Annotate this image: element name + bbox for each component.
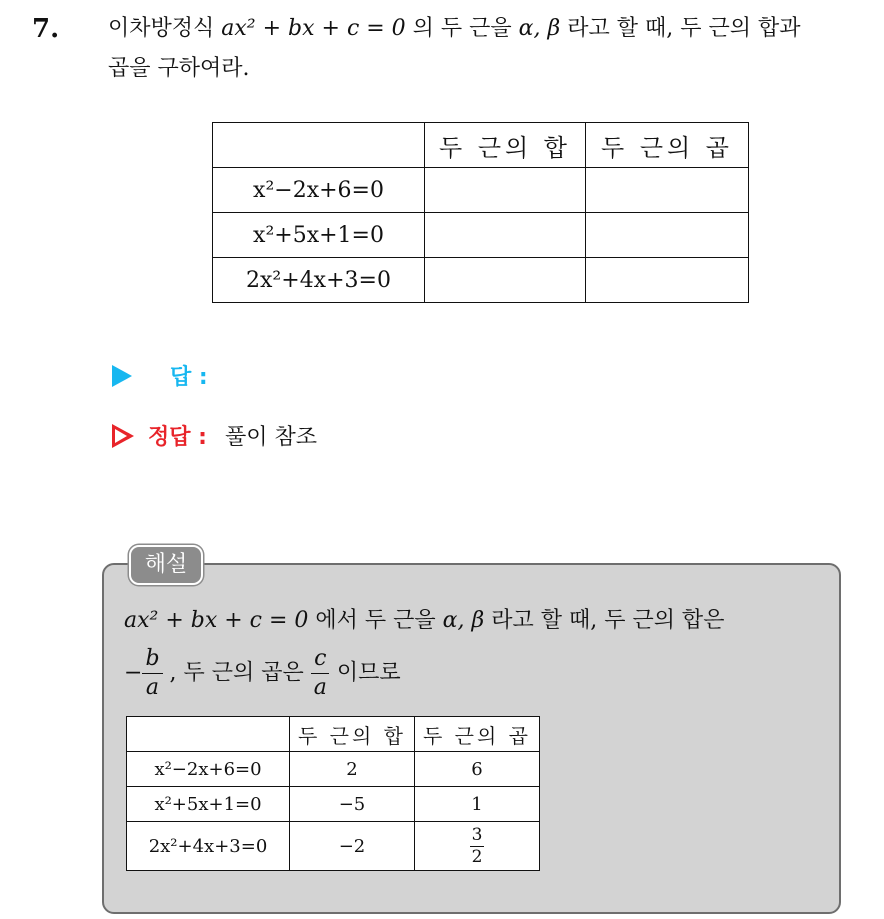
table-row [213, 168, 749, 213]
correct-answer-row [112, 420, 317, 451]
sum-fraction: $\frac{b}{a}$ [142, 648, 162, 699]
header-cell-product: 두 근의 곱 [586, 123, 749, 168]
header-cell-product: 두 근의 곱 [415, 717, 540, 752]
product-input-cell[interactable] [586, 213, 749, 258]
sum-input-cell[interactable] [425, 258, 586, 303]
sum-cell: −2 [290, 822, 415, 871]
question-table-header [213, 123, 749, 168]
header-cell-empty [127, 717, 290, 752]
equation-cell: 2x²+4x+3=0 [213, 258, 425, 303]
answer-row [112, 360, 226, 391]
question-table [212, 122, 749, 303]
explanation-equation: ax² + bx + c = 0 [124, 608, 309, 633]
sum-cell: −5 [290, 787, 415, 822]
table-row [213, 258, 749, 303]
product-cell [415, 822, 540, 871]
product-input-cell[interactable] [586, 168, 749, 213]
sum-cell: 2 [290, 752, 415, 787]
sum-input-cell[interactable] [425, 168, 586, 213]
product-cell: 1 [415, 787, 540, 822]
question-line-1: 이차방정식 ax² + bx + c = 0 의 두 근을 α, β 라고 할 때, 두 근의 합과 [108, 16, 801, 41]
header-cell-sum: 두 근의 합 [290, 717, 415, 752]
question-line-2: 곱을 구하여라. [108, 56, 250, 81]
product-fraction: $\frac{c}{a}$ [311, 648, 330, 699]
equation-cell: x²+5x+1=0 [213, 213, 425, 258]
explanation-table [126, 716, 540, 871]
question-equation: ax² + bx + c = 0 [221, 16, 406, 41]
table-row [127, 787, 540, 822]
equation-cell: 2x²+4x+3=0 [127, 822, 290, 871]
table-row [127, 822, 540, 871]
explanation-tab: 해설 [129, 545, 203, 585]
equation-cell: x²+5x+1=0 [127, 787, 290, 822]
correct-answer-value: 풀이 참조 [224, 425, 317, 450]
explanation-line-2: − $\frac{b}{a}$ , 두 근의 곱은 $\frac{c}{a}$ 이므로 [124, 646, 401, 700]
answer-label: 답 : [170, 365, 208, 390]
play-triangle-icon [112, 365, 132, 387]
question-roots: α, β [518, 16, 561, 41]
equation-cell: x²−2x+6=0 [127, 752, 290, 787]
correct-answer-label: 정답 : [148, 425, 207, 450]
explanation-roots: α, β [442, 608, 485, 633]
outline-triangle-icon [112, 424, 134, 448]
header-cell-sum: 두 근의 합 [425, 123, 586, 168]
product-fraction: $\frac{3}{2}$ [471, 824, 483, 867]
product-cell: 6 [415, 752, 540, 787]
sum-input-cell[interactable] [425, 213, 586, 258]
equation-cell: x²−2x+6=0 [213, 168, 425, 213]
table-row [213, 213, 749, 258]
question-number: 7. [32, 14, 60, 44]
table-row [127, 752, 540, 787]
header-cell-empty [213, 123, 425, 168]
product-input-cell[interactable] [586, 258, 749, 303]
explanation-line-1: ax² + bx + c = 0 에서 두 근을 α, β 라고 할 때, 두 근의 합은 [124, 608, 725, 633]
explanation-table-header [127, 717, 540, 752]
